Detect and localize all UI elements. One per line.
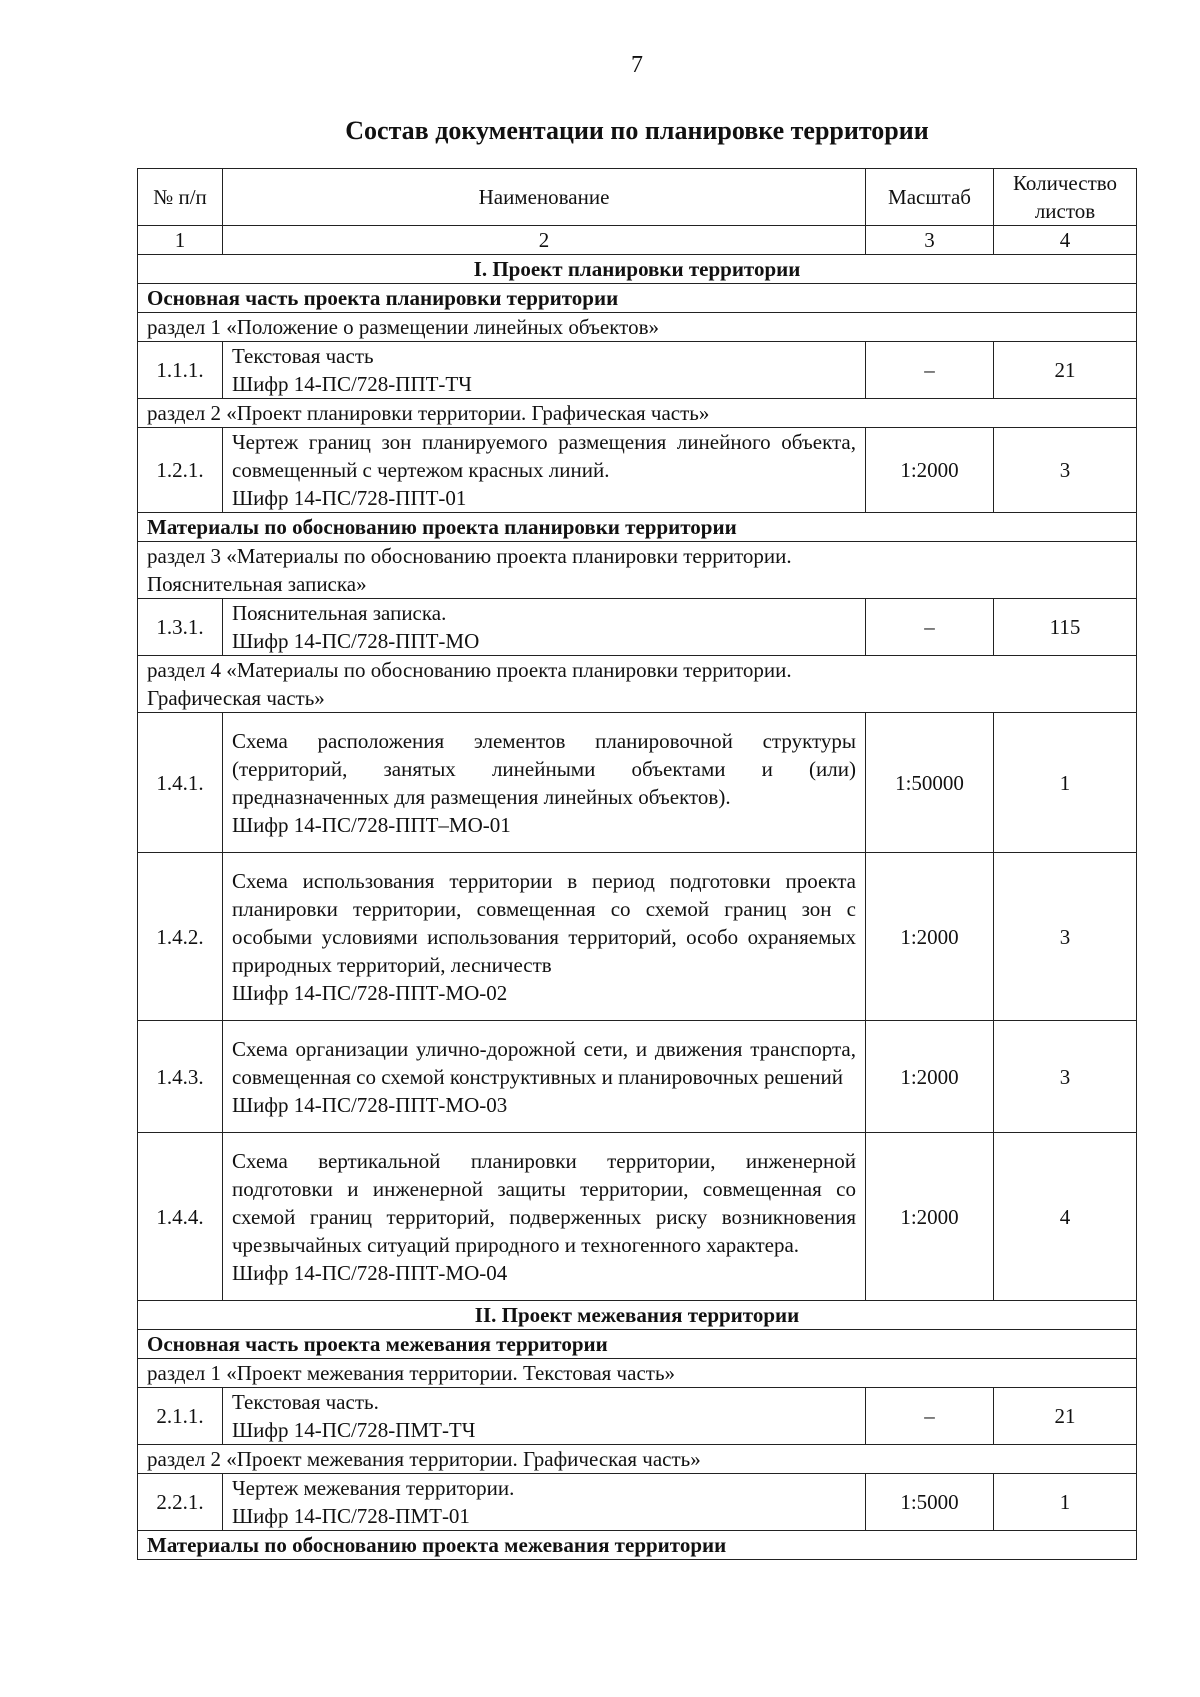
row-name-text: Чертеж границ зон планируемого размещения линейного объекта, совмещенный с чертежом красных линий.: [232, 430, 856, 482]
section-row: [138, 1445, 1137, 1474]
table-row: [138, 1133, 1137, 1301]
row-name-text: Схема вертикальной планировки территории, инженерной подготовки и инженерной защиты территории, совмещенная со схемой границ территорий, подверженных риску возникновения чрезвычайных ситуаций природного и техногенного характера.: [232, 1148, 856, 1257]
section3-line1: раздел 3 «Материалы по обоснованию проекта планировки территории.: [147, 544, 792, 568]
row-name: [223, 599, 866, 656]
row-count: 3: [994, 853, 1137, 1021]
row-num: 1.4.2.: [138, 853, 223, 1021]
table-row: [138, 713, 1137, 853]
row-code: Шифр 14-ПС/728-ПМТ-ТЧ: [232, 1418, 476, 1442]
header-num: № п/п: [138, 169, 223, 226]
row-scale: 1:2000: [866, 1021, 994, 1133]
row-name: [223, 853, 866, 1021]
part2-section1: раздел 1 «Проект межевания территории. Текстовая часть»: [138, 1359, 1137, 1388]
part-heading-row: [138, 255, 1137, 284]
row-num: 1.3.1.: [138, 599, 223, 656]
column-number-row: [138, 226, 1137, 255]
row-name: [223, 342, 866, 399]
row-name: [223, 1474, 866, 1531]
section-row: [138, 313, 1137, 342]
section4-line2: Графическая часть»: [147, 686, 325, 710]
row-scale: 1:2000: [866, 428, 994, 513]
row-name-text: Текстовая часть.: [232, 1390, 379, 1414]
part2-materials: Материалы по обоснованию проекта межевания территории: [138, 1531, 1137, 1560]
row-name-text: Схема расположения элементов планировочной структуры (территорий, занятых линейными объектами и (или) предназначенных для размещения линейных объектов).: [232, 728, 856, 809]
row-num: 1.4.3.: [138, 1021, 223, 1133]
row-num: 2.2.1.: [138, 1474, 223, 1531]
row-code: Шифр 14-ПС/728-ППТ–МО-01: [232, 812, 511, 837]
row-scale: –: [866, 342, 994, 399]
subheading-row: [138, 1531, 1137, 1560]
row-code: Шифр 14-ПС/728-ППТ-МО-04: [232, 1260, 508, 1285]
row-name-text: Пояснительная записка.: [232, 601, 447, 625]
row-code: Шифр 14-ПС/728-ППТ-01: [232, 486, 467, 510]
section-row: [138, 1359, 1137, 1388]
header-count: [994, 169, 1137, 226]
row-code: Шифр 14-ПС/728-ППТ-МО-03: [232, 1092, 508, 1117]
column-number: 1: [138, 226, 223, 255]
row-count: 3: [994, 1021, 1137, 1133]
row-name: [223, 1133, 866, 1301]
table-row: [138, 428, 1137, 513]
column-number: 2: [223, 226, 866, 255]
row-num: 1.4.4.: [138, 1133, 223, 1301]
section-row: [138, 656, 1137, 713]
section-row: [138, 399, 1137, 428]
row-count: 1: [994, 1474, 1137, 1531]
table-row: [138, 1474, 1137, 1531]
document-title: Состав документации по планировке территории: [345, 116, 929, 145]
row-num: 1.2.1.: [138, 428, 223, 513]
header-count-line2: листов: [1034, 199, 1096, 223]
row-scale: 1:2000: [866, 1133, 994, 1301]
row-name-text: Схема использования территории в период подготовки проекта планировки территории, совмещенная со схемой границ зон с особыми условиями использования территорий, особо охраняемых природных территорий, лесничеств: [232, 868, 856, 977]
part1-main-part: Основная часть проекта планировки территории: [138, 284, 1137, 313]
table-row: [138, 1388, 1137, 1445]
row-code: Шифр 14-ПС/728-ПМТ-01: [232, 1504, 470, 1528]
column-number: 3: [866, 226, 994, 255]
subheading-row: [138, 1330, 1137, 1359]
row-name: [223, 1021, 866, 1133]
column-number: 4: [994, 226, 1137, 255]
row-code: Шифр 14-ПС/728-ППТ-МО: [232, 629, 480, 653]
section3-line2: Пояснительная записка»: [147, 572, 367, 596]
table-row: [138, 853, 1137, 1021]
part1-materials: Материалы по обоснованию проекта планировки территории: [138, 513, 1137, 542]
table-row: [138, 342, 1137, 399]
row-name-text: Чертеж межевания территории.: [232, 1476, 515, 1500]
part1-title: I. Проект планировки территории: [138, 255, 1137, 284]
table-row: [138, 599, 1137, 656]
page-number: 7: [631, 52, 643, 78]
part2-title: II. Проект межевания территории: [138, 1301, 1137, 1330]
row-name-text: Текстовая часть: [232, 344, 374, 368]
header-count-line1: Количество: [1012, 171, 1118, 195]
row-count: 21: [994, 1388, 1137, 1445]
row-num: 1.4.1.: [138, 713, 223, 853]
documentation-table: [137, 168, 1137, 1560]
table-header-row: [138, 169, 1137, 226]
row-num: 2.1.1.: [138, 1388, 223, 1445]
subheading-row: [138, 513, 1137, 542]
row-scale: 1:5000: [866, 1474, 994, 1531]
row-num: 1.1.1.: [138, 342, 223, 399]
part1-section3: [138, 542, 1137, 599]
part1-section2: раздел 2 «Проект планировки территории. Графическая часть»: [138, 399, 1137, 428]
header-scale: Масштаб: [866, 169, 994, 226]
row-count: 4: [994, 1133, 1137, 1301]
part2-section2: раздел 2 «Проект межевания территории. Графическая часть»: [138, 1445, 1137, 1474]
section4-line1: раздел 4 «Материалы по обоснованию проекта планировки территории.: [147, 658, 792, 682]
row-name: [223, 713, 866, 853]
row-scale: –: [866, 1388, 994, 1445]
row-scale: 1:2000: [866, 853, 994, 1021]
row-scale: –: [866, 599, 994, 656]
part-heading-row: [138, 1301, 1137, 1330]
part1-section4: [138, 656, 1137, 713]
table-row: [138, 1021, 1137, 1133]
part2-main-part: Основная часть проекта межевания территории: [138, 1330, 1137, 1359]
row-count: 3: [994, 428, 1137, 513]
row-name-text: Схема организации улично-дорожной сети, и движения транспорта, совмещенная со схемой конструктивных и планировочных решений: [232, 1036, 856, 1089]
row-name: [223, 1388, 866, 1445]
row-name: [223, 428, 866, 513]
subheading-row: [138, 284, 1137, 313]
row-code: Шифр 14-ПС/728-ППТ-ТЧ: [232, 372, 472, 396]
row-code: Шифр 14-ПС/728-ППТ-МО-02: [232, 980, 508, 1005]
header-name: Наименование: [223, 169, 866, 226]
section-row: [138, 542, 1137, 599]
row-count: 1: [994, 713, 1137, 853]
row-count: 21: [994, 342, 1137, 399]
row-scale: 1:50000: [866, 713, 994, 853]
part1-section1: раздел 1 «Положение о размещении линейных объектов»: [138, 313, 1137, 342]
row-count: 115: [994, 599, 1137, 656]
